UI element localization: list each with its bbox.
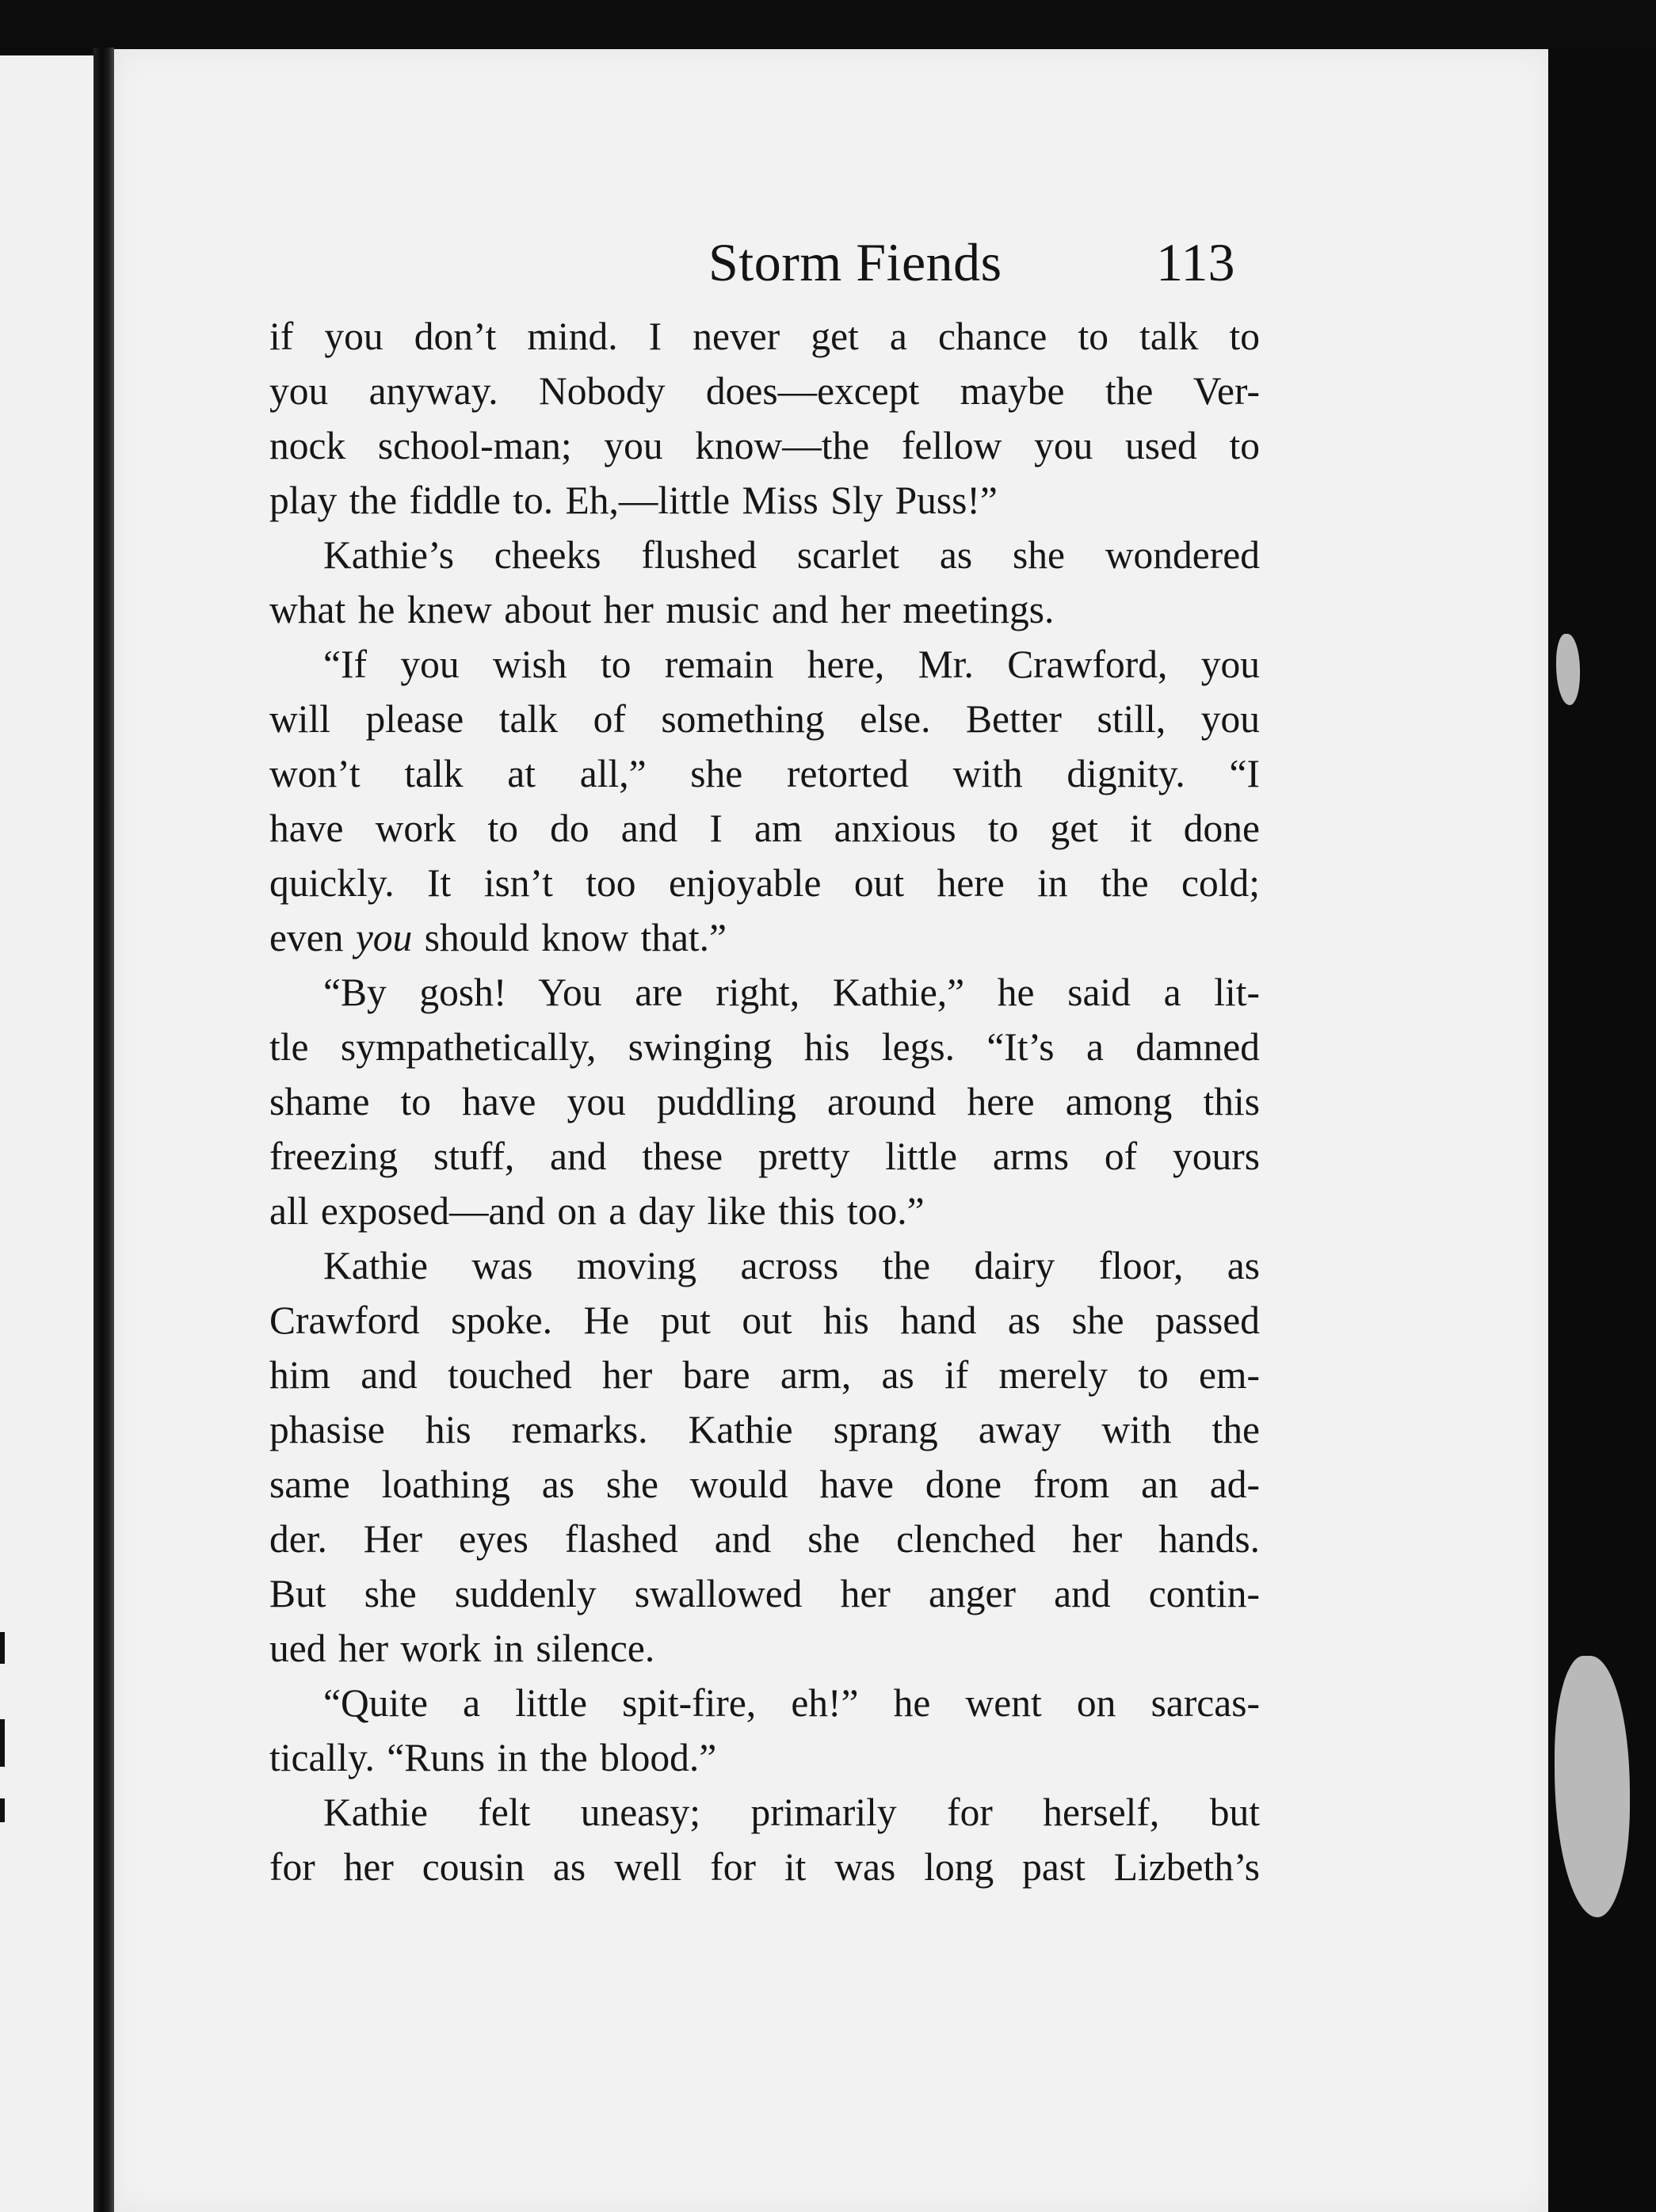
page-number: 113 [1156,232,1235,292]
text-line: nock school-man; you know—the fellow you used to [269,424,1260,467]
facing-page-strip [0,55,101,2212]
facing-page-mark [0,1798,5,1822]
text-line: But she suddenly swallowed her anger and contin- [269,1572,1260,1615]
text-line: Kathie’s cheeks flushed scarlet as she wondered [323,533,1260,577]
text-line: you anyway. Nobody does—except maybe the Ver- [269,369,1260,413]
text-line: “Quite a little spit-fire, eh!” he went on sarcas- [323,1681,1260,1725]
torn-paper-fragment [1556,634,1580,705]
text-line: shame to have you puddling around here among this [269,1080,1260,1123]
book-page [114,49,1548,2212]
text-line: all exposed—and on a day like this too.” [269,1189,925,1233]
text-line: won’t talk at all,” she retorted with dignity. “I [269,752,1260,795]
text-line: tically. “Runs in the blood.” [269,1736,717,1779]
text-line: Kathie felt uneasy; primarily for herself, but [323,1791,1260,1834]
text-line: “By gosh! You are right, Kathie,” he said a lit- [323,971,1260,1014]
text-line: freezing stuff, and these pretty little arms of yours [269,1135,1260,1178]
book-gutter [93,48,114,2212]
text-line: him and touched her bare arm, as if merely to em- [269,1353,1260,1397]
text-line: der. Her eyes flashed and she clenched her hands. [269,1517,1260,1561]
facing-page-mark [0,1632,5,1664]
running-title: Storm Fiends [708,232,1002,292]
scan-margin-right [1548,48,1656,2212]
text-line: will please talk of something else. Better still, you [269,697,1260,741]
text-line: if you don’t mind. I never get a chance to talk to [269,315,1260,358]
facing-page-marks [0,1624,16,1862]
text-line: have work to do and I am anxious to get it done [269,807,1260,850]
text-line: ued her work in silence. [269,1627,655,1670]
text-line: same loathing as she would have done from an ad- [269,1463,1260,1506]
body-text [269,309,1260,1894]
text-line: for her cousin as well for it was long past Lizbeth’s [269,1845,1260,1889]
text-line: Kathie was moving across the dairy floor, as [323,1244,1260,1287]
text-line: phasise his remarks. Kathie sprang away with the [269,1408,1260,1451]
text-line: play the fiddle to. Eh,—little Miss Sly Puss!” [269,479,998,522]
torn-paper-fragment [1555,1656,1630,1917]
text-line: tle sympathetically, swinging his legs. “It’s a damned [269,1025,1260,1069]
facing-page-mark [0,1719,5,1767]
text-line: even you should know that.” [269,916,727,959]
text-line: quickly. It isn’t too enjoyable out here in the cold; [269,861,1260,905]
text-line: Crawford spoke. He put out his hand as she passed [269,1299,1260,1342]
text-line: “If you wish to remain here, Mr. Crawford, you [323,643,1260,686]
running-header [114,231,1548,295]
text-line: what he knew about her music and her meetings. [269,588,1055,631]
